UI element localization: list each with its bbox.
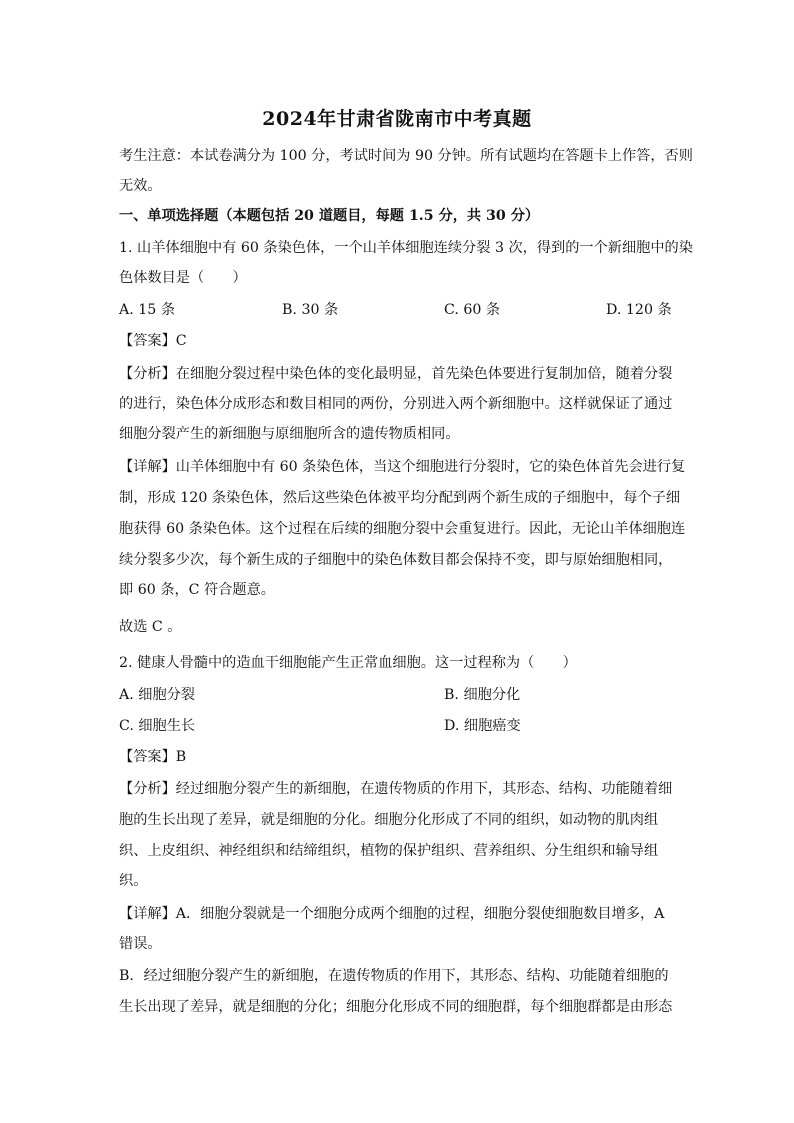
option-b: B. 细胞分化 [444, 687, 521, 703]
question-stem: 2. 健康人骨髓中的造血干细胞能产生正常血细胞。这一过程称为（ ） [119, 655, 577, 671]
section-heading: 一、单项选择题（本题包括 20 道题目，每题 1.5 分，共 30 分） [119, 208, 540, 224]
analysis-line: 细胞分裂产生的新细胞与原细胞所含的遗传物质相同。 [119, 426, 460, 442]
detail-line: 即 60 条，C 符合题意。 [119, 582, 275, 598]
analysis-line: 【分析】在细胞分裂过程中染色体的变化最明显，首先染色体要进行复制加倍，随着分裂 [119, 366, 673, 382]
notice-line: 考生注意：本试卷满分为 100 分，考试时间为 90 分钟。所有试题均在答题卡上作答，否则 [119, 148, 693, 164]
detail-line: 制，形成 120 条染色体，然后这些染色体被平均分配到两个新生成的子细胞中，每个子细 [119, 490, 681, 506]
page-title: 2024年甘肃省陇南市中考真题 [262, 108, 532, 130]
notice-line: 无效。 [119, 178, 162, 194]
question-stem: 色体数目是（ ） [119, 270, 247, 286]
analysis-line: 织、上皮组织、神经组织和结缔组织，植物的保护组织、营养组织、分生组织和输导组 [119, 843, 659, 859]
answer-line: 【答案】C [119, 333, 187, 349]
option-c: C. 60 条 [444, 302, 501, 318]
detail-line: 续分裂多少次，每个新生成的子细胞中的染色体数目都会保持不变，即与原始细胞相同， [119, 552, 673, 568]
detail-line: B．经过细胞分裂产生的新细胞，在遗传物质的作用下，其形态、结构、功能随着细胞的 [119, 968, 669, 984]
option-a: A. 15 条 [119, 302, 176, 318]
option-a: A. 细胞分裂 [119, 687, 196, 703]
analysis-line: 织。 [119, 873, 148, 889]
analysis-line: 的进行，染色体分成形态和数目相同的两份，分别进入两个新细胞中。这样就保证了通过 [119, 396, 673, 412]
option-d: D. 120 条 [606, 302, 672, 318]
option-c: C. 细胞生长 [119, 718, 196, 734]
choice-line: 故选 C 。 [119, 619, 182, 635]
question-stem: 1. 山羊体细胞中有 60 条染色体，一个山羊体细胞连续分裂 3 次，得到的一个新细胞中的染 [119, 240, 693, 256]
detail-line: 胞获得 60 条染色体。这个过程在后续的细胞分裂中会重复进行。因此，无论山羊体细胞连 [119, 521, 686, 537]
detail-line: 错误。 [119, 936, 162, 952]
analysis-line: 胞的生长出现了差异，就是细胞的分化。细胞分化形成了不同的组织，如动物的肌肉组 [119, 812, 659, 828]
detail-line: 生长出现了差异，就是细胞的分化；细胞分化形成不同的细胞群，每个细胞群都是由形态 [119, 999, 673, 1015]
detail-line: 【详解】山羊体细胞中有 60 条染色体，当这个细胞进行分裂时，它的染色体首先会进行复 [119, 459, 686, 475]
option-d: D. 细胞癌变 [444, 718, 521, 734]
analysis-line: 【分析】经过细胞分裂产生的新细胞，在遗传物质的作用下，其形态、结构、功能随着细 [119, 781, 673, 797]
option-b: B. 30 条 [282, 302, 339, 318]
detail-line: 【详解】A．细胞分裂就是一个细胞分成两个细胞的过程，细胞分裂使细胞数目增多，A [119, 906, 665, 922]
answer-line: 【答案】B [119, 749, 187, 765]
